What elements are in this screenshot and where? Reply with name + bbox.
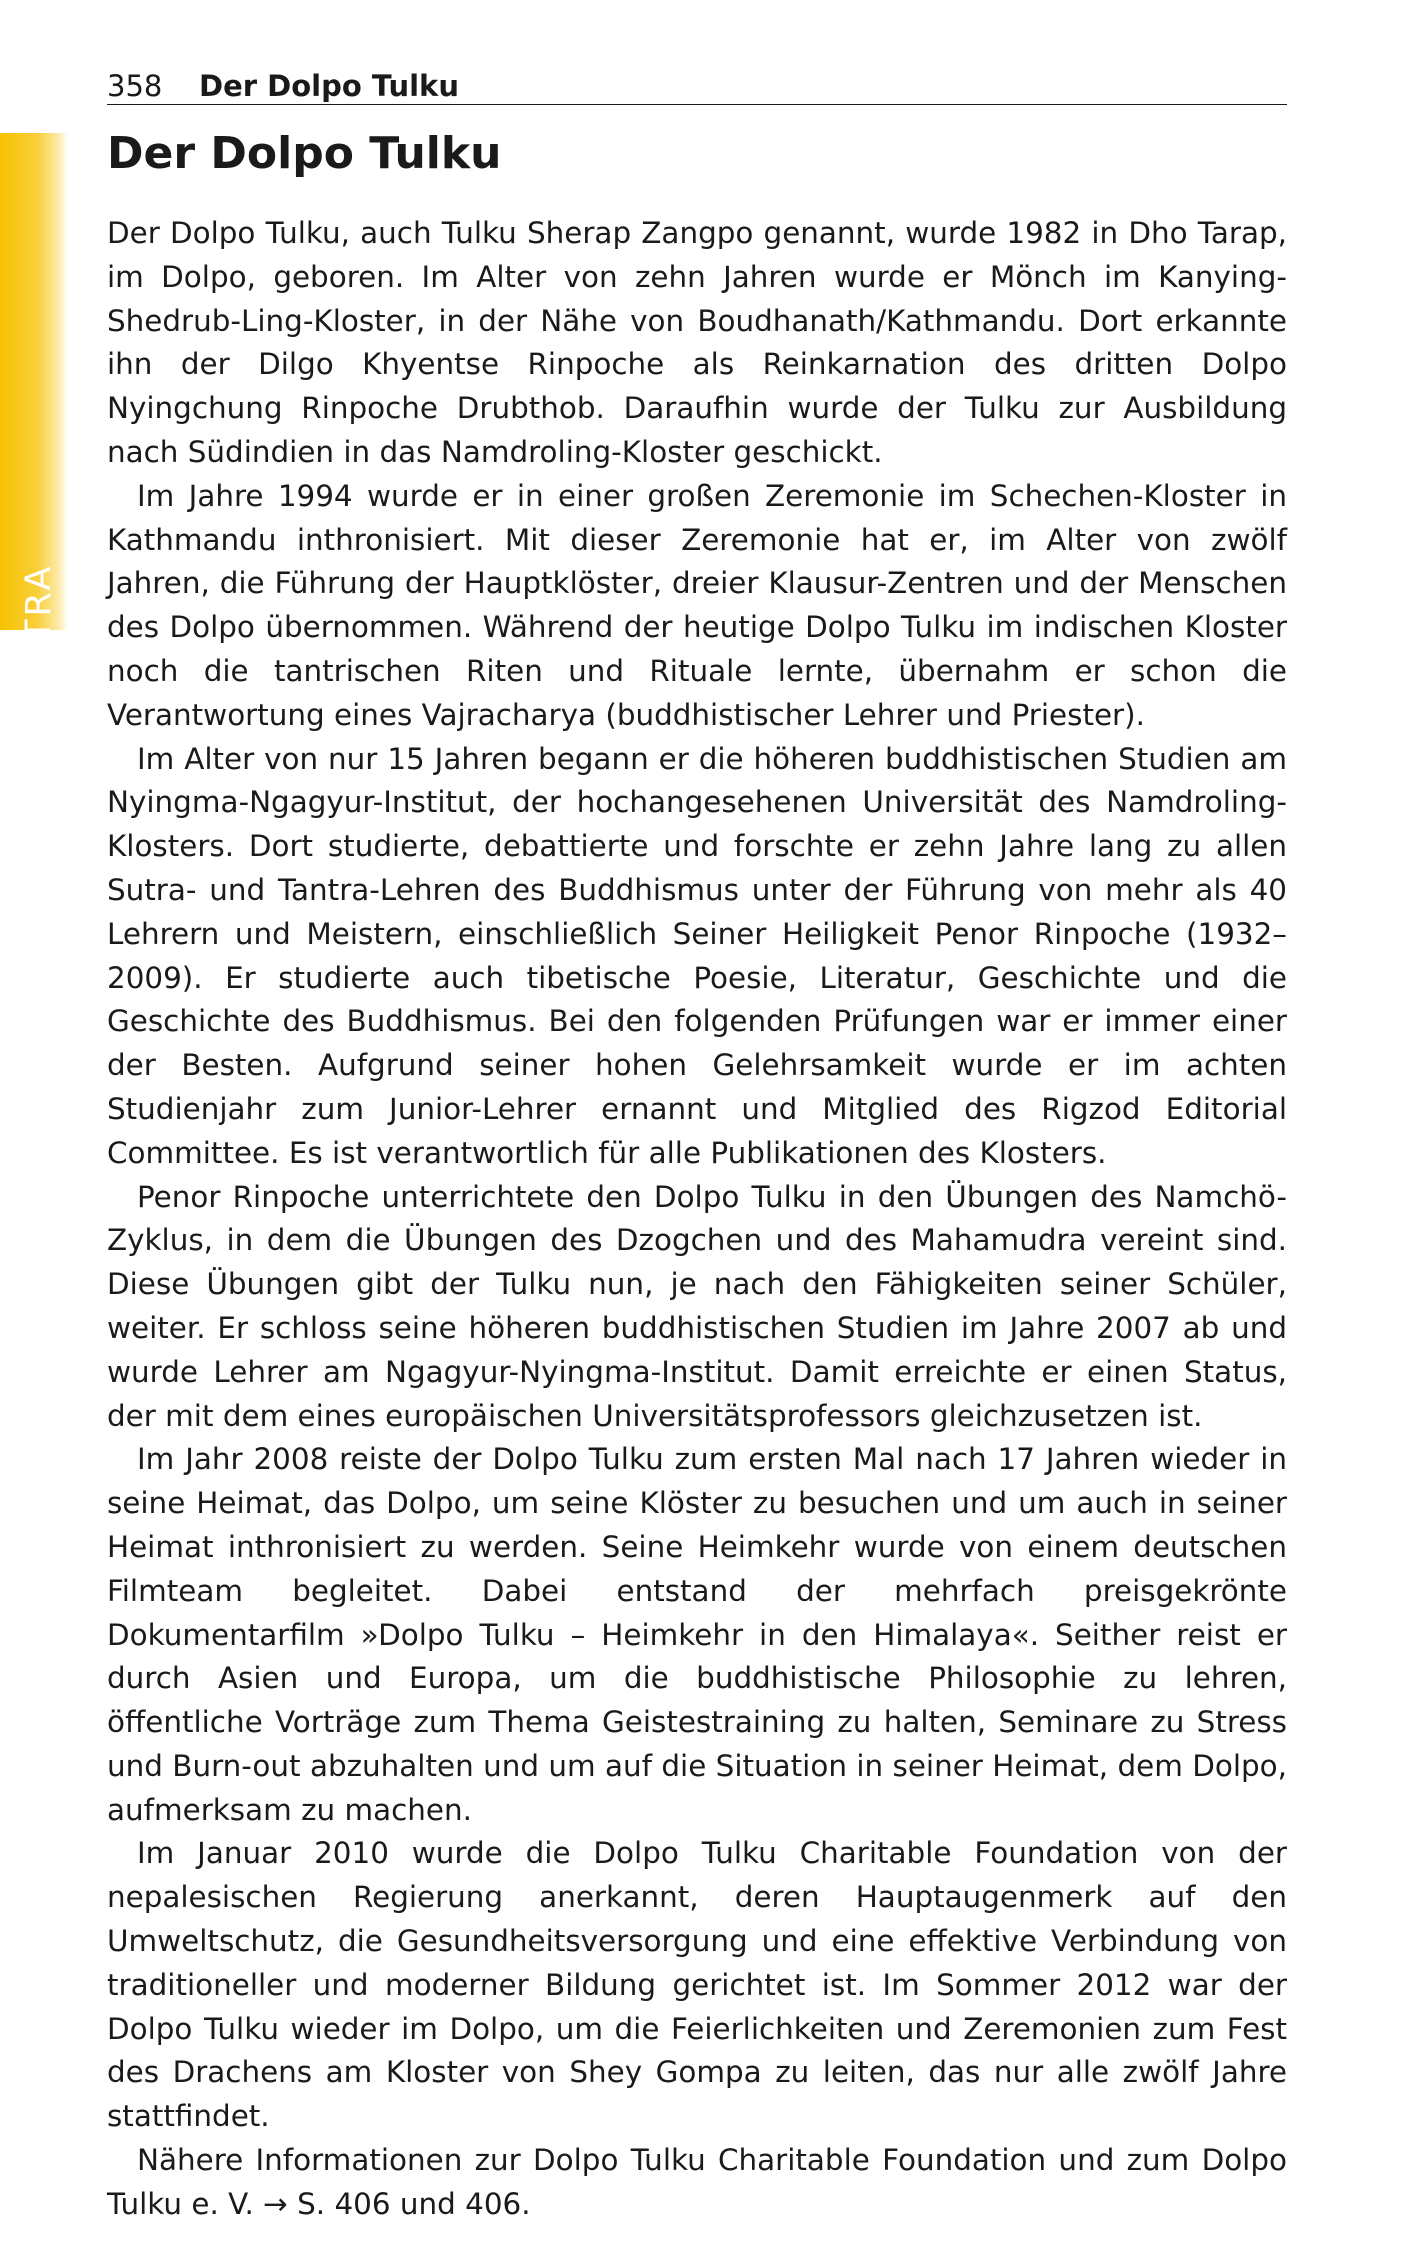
paragraph: Im Alter von nur 15 Jahren begann er die höheren buddhistischen Studien am Nyingma-Ngagyur-Institut, der hochangesehenen Universität des Namdroling-Klosters. Dort studierte, debattierte und forschte er zehn Jahre lang zu allen Sutra- und Tantra-Lehren des Buddhismus unter der Führung von mehr als 40 Lehrern und Meistern, einschließlich Seiner Heiligkeit Penor Rinpoche (1932–2009). Er studierte auch tibetische Poesie, Literatur, Geschichte und die Geschichte des Buddhismus. Bei den folgenden Prüfungen war er immer einer der Besten. Aufgrund seiner hohen Gelehrsamkeit wurde er im achten Studienjahr zum Junior-Lehrer ernannt und Mitglied des Rigzod Editorial Committee. Es ist verantwortlich für alle Publikationen des Klosters. bbox=[107, 741, 1287, 1170]
paragraph: Im Jahr 2008 reiste der Dolpo Tulku zum ersten Mal nach 17 Jahren wieder in seine Heimat, das Dolpo, um seine Klöster zu besuchen und um auch in seiner Heimat inthronisiert zu werden. Seine Heimkehr wurde von einem deutschen Filmteam begleitet. Dabei entstand der mehrfach preisgekrönte Dokumentarfilm »Dolpo Tulku – Heimkehr in den Himalaya«. Seither reist er durch Asien und Europa, um die buddhistische Philosophie zu lehren, öffentliche Vorträge zum Thema Geistestraining zu halten, Seminare zu Stress und Burn-out abzuhalten und um auf die Situation in seiner Heimat, dem Dolpo, aufmerksam zu machen. bbox=[107, 1442, 1287, 1827]
extra-side-tab bbox=[0, 133, 68, 693]
running-title: Der Dolpo Tulku bbox=[199, 69, 459, 103]
page-number: 358 bbox=[107, 69, 163, 103]
body-text bbox=[107, 212, 1287, 2227]
chapter-title: Der Dolpo Tulku bbox=[107, 128, 502, 179]
paragraph: Der Dolpo Tulku, auch Tulku Sherap Zangpo genannt, wurde 1982 in Dho Tarap, im Dolpo, geboren. Im Alter von zehn Jahren wurde er Mönch im Kanying-Shedrub-Ling-Kloster, in der Nähe von Boudhanath/Kathmandu. Dort erkannte ihn der Dilgo Khyentse Rinpoche als Reinkarnation des dritten Dolpo Nyingchung Rinpoche Drubthob. Daraufhin wurde der Tulku zur Ausbildung nach Südindien in das Namdroling-Kloster geschickt. bbox=[107, 216, 1287, 469]
paragraph: Im Januar 2010 wurde die Dolpo Tulku Charitable Foundation von der nepalesischen Regierung anerkannt, deren Hauptaugenmerk auf den Umweltschutz, die Gesundheitsversorgung und eine effektive Verbindung von traditioneller und moderner Bildung gerichtet ist. Im Sommer 2012 war der Dolpo Tulku wieder im Dolpo, um die Feierlichkeiten und Zeremonien zum Fest des Drachens am Kloster von Shey Gompa zu leiten, das nur alle zwölf Jahre stattfindet. bbox=[107, 1836, 1287, 2134]
extra-tab-label: EXTRA bbox=[19, 563, 59, 693]
paragraph: Im Jahre 1994 wurde er in einer großen Zeremonie im Schechen-Kloster in Kathmandu inthronisiert. Mit dieser Zeremonie hat er, im Alter von zwölf Jahren, die Führung der Hauptklöster, dreier Klausur-Zentren und der Menschen des Dolpo übernommen. Während der heutige Dolpo Tulku im indischen Kloster noch die tantrischen Riten und Rituale lernte, übernahm er schon die Verantwortung eines Vajracharya (buddhistischer Lehrer und Priester). bbox=[107, 478, 1287, 732]
paragraph: Nähere Informationen zur Dolpo Tulku Charitable Foundation und zum Dolpo Tulku e. V. → S. 406 und 406. bbox=[107, 2143, 1287, 2221]
paragraph: Penor Rinpoche unterrichtete den Dolpo Tulku in den Übungen des Namchö-Zyklus, in dem die Übungen des Dzogchen und des Mahamudra vereint sind. Diese Übungen gibt der Tulku nun, je nach den Fähigkeiten seiner Schüler, weiter. Er schloss seine höheren buddhistischen Studien im Jahre 2007 ab und wurde Lehrer am Ngagyur-Nyingma-Institut. Damit erreichte er einen Status, der mit dem eines europäischen Universitätsprofessors gleichzusetzen ist. bbox=[107, 1179, 1287, 1433]
running-header bbox=[107, 64, 1287, 105]
